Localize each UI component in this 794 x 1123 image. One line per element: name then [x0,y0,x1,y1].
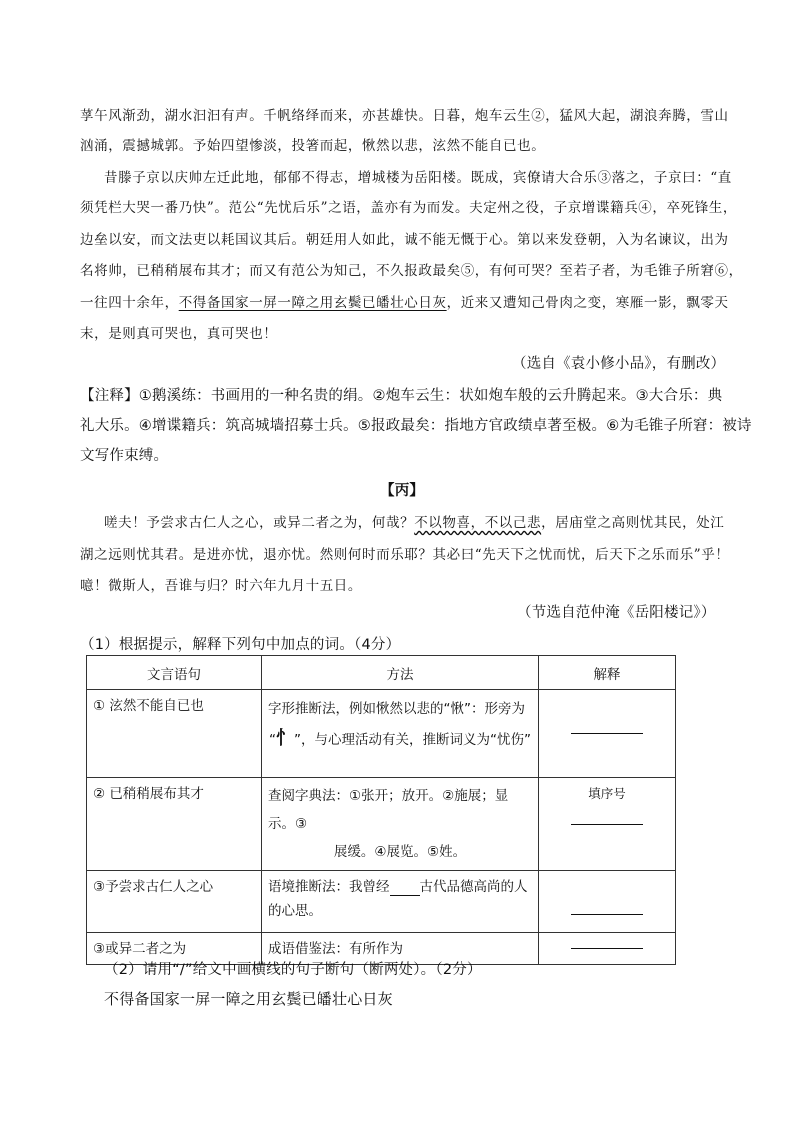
method-text: ”，与心理活动有关，推断词义为“忧伤” [294,732,531,748]
question-prompt: （1）根据提示，解释下列句中加点的词。（4分） [80,637,401,653]
answer-blank[interactable] [571,733,643,734]
passage-line: 湖之远则忧其君。是进亦忧，退亦忧。然则何时而乐耶？其必曰“先天下之忧而忧，后天下之乐而乐”乎！ [80,547,730,563]
question-prompt: （2）请用“/”给文中画横线的句子断句（断两处）。（2分） [104,962,482,978]
passage-line: 噫！微斯人，吾谁与归？时六年九月十五日。 [80,578,362,594]
passage-line: 末，是则真可哭也，真可哭也！ [80,326,278,342]
method-text: 字形推断法，例如愀然以悲的“愀”：形旁为 [268,701,525,717]
radical-glyph: 忄 [276,728,294,749]
table-header: 文言语句 [87,656,262,690]
table-cell [87,690,262,778]
passage-line: 须凭栏大哭一番乃快”。范公“先忧后乐”之语，盖亦有为而发。夫定州之役，子京增谍籍兵④，卒死锋生， [80,200,738,216]
method-text: 语境推断法：我曾经 [268,879,390,895]
question-table [86,655,676,965]
notes-line: 【注释】①鹅溪练：书画用的一种名贵的绢。②炮车云生：状如炮车般的云升腾起来。③大合乐：典 [80,388,723,404]
quote-mark: “ [269,732,276,748]
passage-source: （节选自范仲淹《岳阳楼记》） [517,605,716,621]
underlined-sentence: 不得备国家一屏一障之用玄鬓已皤壮心日灰 [178,295,447,311]
table-cell [87,778,262,871]
passage-line: 昔滕子京以庆帅左迁此地，郁郁不得志，增城楼为岳阳楼。既成，宾僚请大合乐③落之，子京曰：“直 [104,170,732,186]
notes-line: 文写作束缚。 [80,448,169,464]
passage-line [104,511,724,531]
method-text-line [268,724,532,755]
table-row [87,690,676,778]
method-text-line [268,875,532,899]
section-title: 【丙】 [380,483,425,499]
sentence-text: ① 泫然不能自已也 [93,698,204,714]
passage-text: 嗟夫！予尝求古仁人之心，或异二者之为，何哉？ [104,515,415,531]
sentence-text: ② 已稍稍展布其才 [93,786,204,802]
sentence-text: ③或异二者之为 [93,941,187,957]
method-text: 古代品德高尚的人 [419,879,528,895]
passage-source: （选自《袁小修小品》，有删改） [512,356,726,372]
inline-blank[interactable] [390,895,420,896]
passage-text: 一往四十余年， [80,295,179,311]
table-cell [539,778,676,871]
table-row [87,778,676,871]
passage-text: ，居庙堂之高则忧其民，处江 [541,515,725,531]
table-cell [87,871,262,933]
question-sentence: 不得备国家一屏一障之用玄鬓已皤壮心日灰 [104,990,393,1008]
table-header: 方法 [262,656,539,690]
table-cell [539,871,676,933]
table-header: 解释 [539,656,676,690]
passage-line [80,291,729,311]
table-cell [262,871,539,933]
answer-blank[interactable] [571,824,643,825]
passage-line: 汹涌，震撼城郭。予始四望惨淡，投箸而起，愀然以悲，泫然不能自已也。 [80,138,546,154]
answer-blank[interactable] [571,914,643,915]
answer-hint: 填序号 [588,786,626,801]
table-row [87,871,676,933]
notes-line: 礼大乐。④增谍籍兵：筑高城墙招募士兵。⑤报政最矣：指地方官政绩卓著至极。⑥为毛锥子所窘：被诗 [80,418,752,434]
table-cell [539,690,676,778]
table-cell [262,690,539,778]
method-text: 成语借鉴法：有所作为 [268,941,403,957]
method-text: 展缓。④展览。⑤姓。 [333,844,467,860]
sentence-text: ③予尝求古仁人之心 [93,879,214,895]
table-cell [539,933,676,965]
passage-line: 边垒以安，而文法吏以耗国议其后。朝廷用人如此，诚不能无慨于心。第以来发登朝，入为名谏议，出为 [80,232,729,248]
passage-text: ，近来又遭知己骨肉之变，寒雁一影，飘零天 [446,295,729,311]
method-text: 的心思。 [268,903,322,919]
table-cell [262,778,539,871]
wavy-underlined-phrase: 不以物喜，不以己悲 [414,515,542,531]
passage-line: 名将帅，已稍稍展布其才；而又有范公为知己，不久报政最矣⑤，有何可哭？至若子者，为毛锥子所窘⑥， [80,263,743,279]
answer-blank[interactable] [571,948,643,949]
passage-line: 莩午风渐劲，湖水汩汩有声。千帆络绎而来，亦甚雄快。日暮，炮车云生②，猛风大起，湖浪奔腾，雪山 [80,108,729,124]
method-text: 查阅字典法：①张开；放开。②施展；显示。③ [268,788,509,832]
